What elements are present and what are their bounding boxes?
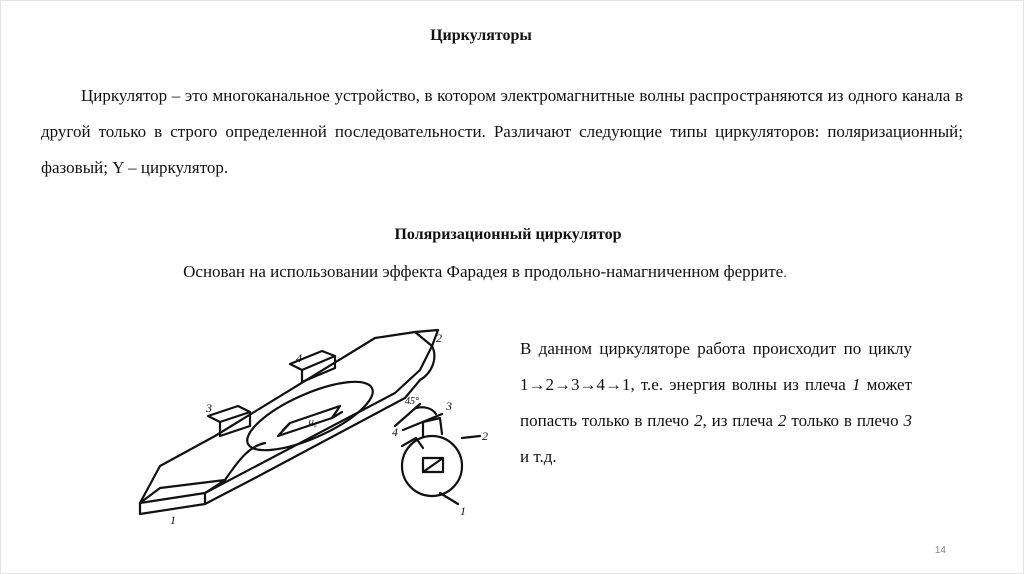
operation-text-4: , из плеча — [702, 411, 778, 430]
label-section-port-1: 1 — [460, 504, 466, 518]
cross-section-ferrite-diagonal — [423, 458, 443, 472]
label-section-port-2: 2 — [482, 429, 488, 443]
page-number: 14 — [934, 545, 946, 556]
label-port-3: 3 — [206, 401, 212, 415]
intro-paragraph: Циркулятор – это многоканальное устройство, в котором электромагнитные волны распространяются из одного канала в другой только в строго определенной последовательности. Различают следующие типы циркуляторов: поляризационный; фазовый; Y – циркулятор. — [41, 86, 963, 177]
label-angle: 45° — [405, 396, 419, 407]
rear-port-2-end — [420, 346, 434, 380]
body-inner-curve — [225, 443, 265, 480]
label-port-2: 2 — [436, 331, 442, 345]
label-port-4: 4 — [296, 351, 302, 365]
section-description-text: Основан на использовании эффекта Фарадея в продольно-намагниченном феррите — [183, 262, 784, 281]
operation-description — [520, 331, 912, 475]
operation-text-1: В данном циркуляторе работа происходит по циклу 1 — [520, 339, 912, 394]
arrow-3: → — [579, 375, 597, 394]
operation-text-6: и т.д. — [520, 447, 557, 466]
slide-title: Циркуляторы — [430, 27, 532, 44]
arm-2: 2 — [693, 411, 703, 430]
leader-line-2 — [462, 436, 480, 438]
cycle-step-2: 2 — [545, 375, 554, 394]
arm-1: 1 — [852, 375, 861, 394]
leader-line-1 — [440, 493, 458, 504]
arrow-4: → — [605, 375, 622, 394]
angle-arc — [416, 407, 436, 414]
operation-text-3: может попасть только в плечо — [520, 375, 913, 430]
operation-text-2: 1, т.е. энергия волны из плеча — [622, 375, 853, 394]
operation-text-5: только в плечо — [786, 411, 904, 430]
label-section-port-4: 4 — [392, 425, 398, 439]
section-description — [0, 262, 970, 282]
label-port-1: 1 — [170, 513, 176, 527]
cycle-step-4: 4 — [596, 375, 605, 394]
circulator-body-outline — [140, 332, 432, 503]
label-ferrite: H₀ — [308, 419, 317, 428]
arrow-1: → — [528, 375, 546, 394]
waveguide-port-3 — [208, 406, 250, 436]
arrow-2: → — [554, 375, 571, 394]
section-heading: Поляризационный циркулятор — [394, 226, 622, 243]
cycle-step-3: 3 — [571, 375, 580, 394]
arm-3: 3 — [903, 411, 912, 430]
cross-section-waveguide-3 — [423, 418, 442, 436]
rear-port-2 — [415, 330, 438, 346]
label-section-port-3: 3 — [446, 399, 452, 413]
circulator-diagram — [120, 318, 510, 533]
arm-2-source: 2 — [778, 411, 787, 430]
body-lower-edge — [205, 380, 420, 504]
section-description-dot: . — [783, 265, 787, 280]
